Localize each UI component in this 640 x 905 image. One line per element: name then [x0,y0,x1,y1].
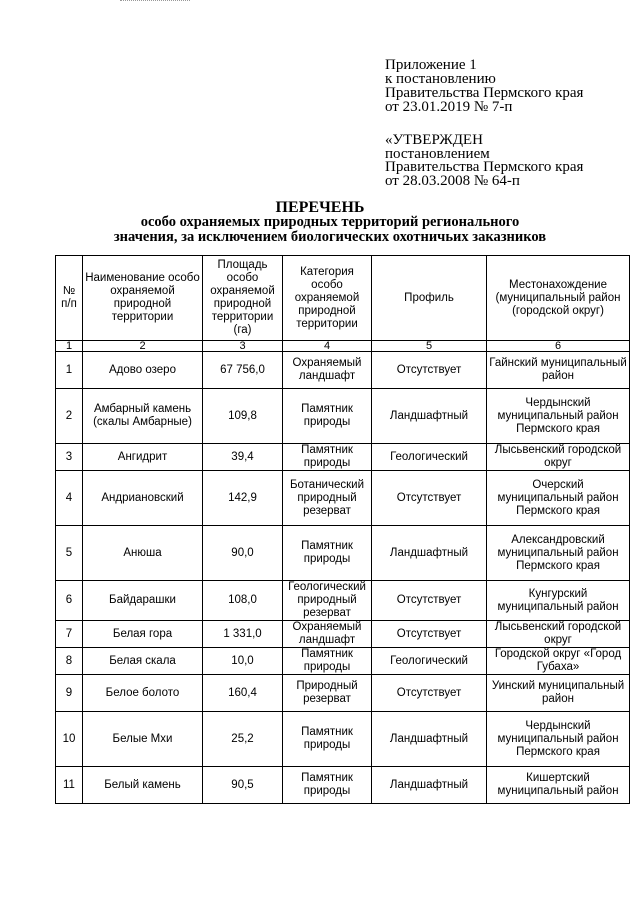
territory-profile: Отсутствует [372,621,487,648]
territory-category: Памятник природы [283,389,372,444]
territory-profile: Отсутствует [372,675,487,712]
column-number: 3 [203,341,283,352]
territory-location: Городской округ «Город Губаха» [487,648,630,675]
table-row [56,389,630,444]
territory-location: Кунгурский муниципальный район [487,581,630,621]
territory-area: 109,8 [203,389,283,444]
territory-category: Охраняемый ландшафт [283,352,372,389]
column-number: 1 [56,341,83,352]
territory-name: Байдарашки [83,581,203,621]
table-row [56,712,630,767]
column-number: 5 [372,341,487,352]
annex-line: Правительства Пермского края [385,85,584,101]
territory-profile: Геологический [372,444,487,471]
row-number: 2 [56,389,83,444]
document-subtitle [0,215,640,245]
territory-area: 90,5 [203,767,283,804]
table-row [56,352,630,389]
territory-category: Природный резерват [283,675,372,712]
table-row [56,526,630,581]
annex-line: к постановлению [385,71,496,87]
territory-area: 90,0 [203,526,283,581]
territory-profile: Отсутствует [372,471,487,526]
territory-category: Геологический природный резерват [283,581,372,621]
territory-area: 1 331,0 [203,621,283,648]
territory-location: Чердынский муниципальный район Пермского края [487,712,630,767]
approved-block [385,134,583,188]
row-number: 10 [56,712,83,767]
territory-category: Памятник природы [283,526,372,581]
row-number: 3 [56,444,83,471]
row-number: 6 [56,581,83,621]
territory-location: Александровский муниципальный район Пермского края [487,526,630,581]
table-row [56,675,630,712]
territory-name: Белая скала [83,648,203,675]
header-location: Местонахождение (муниципальный район (городской округ) [487,256,630,341]
territory-area: 10,0 [203,648,283,675]
territory-location: Чердынский муниципальный район Пермского края [487,389,630,444]
page-top-mark [120,0,190,2]
territory-location: Очерский муниципальный район Пермского края [487,471,630,526]
territory-area: 142,9 [203,471,283,526]
annex-block [385,58,583,114]
row-number: 8 [56,648,83,675]
territory-area: 108,0 [203,581,283,621]
territory-category: Памятник природы [283,712,372,767]
column-number-row [56,341,630,352]
header-name: Наименование особо охраняемой природной территории [83,256,203,341]
column-number: 6 [487,341,630,352]
territory-name: Белые Мхи [83,712,203,767]
territory-profile: Отсутствует [372,581,487,621]
territory-location: Кишертский муниципальный район [487,767,630,804]
territory-location: Уинский муниципальный район [487,675,630,712]
territory-profile: Отсутствует [372,352,487,389]
column-number: 2 [83,341,203,352]
table-row [56,621,630,648]
header-area: Площадь особо охраняемой природной территории (га) [203,256,283,341]
subtitle-line: значения, за исключением биологических охотничьих заказников [113,229,547,245]
territory-name: Белый камень [83,767,203,804]
document-title: ПЕРЕЧЕНЬ [275,199,365,216]
row-number: 11 [56,767,83,804]
territory-profile: Ландшафтный [372,767,487,804]
territory-name: Белая гора [83,621,203,648]
territory-name: Анюша [83,526,203,581]
territory-profile: Геологический [372,648,487,675]
territory-location: Лысьвенский городской округ [487,444,630,471]
header-profile: Профиль [372,256,487,341]
territory-location: Гайнский муниципальный район [487,352,630,389]
approved-line: постановлением [385,145,490,162]
territory-category: Памятник природы [283,444,372,471]
territory-name: Амбарный камень (скалы Амбарные) [83,389,203,444]
table-row [56,767,630,804]
annex-line: Приложение 1 [385,57,477,73]
row-number: 4 [56,471,83,526]
territory-location: Лысьвенский городской округ [487,621,630,648]
territory-profile: Ландшафтный [372,389,487,444]
table-row [56,471,630,526]
approved-line: Правительства Пермского края [385,159,584,175]
header-number: № п/п [56,256,83,341]
territory-category: Памятник природы [283,767,372,804]
annex-line: от 23.01.2019 № 7-п [385,99,513,115]
table-row [56,581,630,621]
row-number: 1 [56,352,83,389]
column-number: 4 [283,341,372,352]
territory-area: 25,2 [203,712,283,767]
table-header-row [56,256,630,341]
territory-area: 39,4 [203,444,283,471]
territory-name: Адово озеро [83,352,203,389]
territory-area: 67 756,0 [203,352,283,389]
territory-profile: Ландшафтный [372,712,487,767]
row-number: 5 [56,526,83,581]
subtitle-line: особо охраняемых природных территорий регионального [140,214,520,230]
territory-profile: Ландшафтный [372,526,487,581]
approved-line: от 28.03.2008 № 64-п [385,172,520,189]
territory-area: 160,4 [203,675,283,712]
row-number: 9 [56,675,83,712]
territory-category: Охраняемый ландшафт [283,621,372,648]
table-row [56,648,630,675]
territory-name: Андриановский [83,471,203,526]
table-row [56,444,630,471]
territories-table [55,255,630,804]
approved-line: «УТВЕРЖДЕН [385,132,483,148]
header-category: Категория особо охраняемой природной территории [283,256,372,341]
territory-name: Белое болото [83,675,203,712]
territory-name: Ангидрит [83,444,203,471]
territory-category: Ботанический природный резерват [283,471,372,526]
row-number: 7 [56,621,83,648]
territory-category: Памятник природы [283,648,372,675]
